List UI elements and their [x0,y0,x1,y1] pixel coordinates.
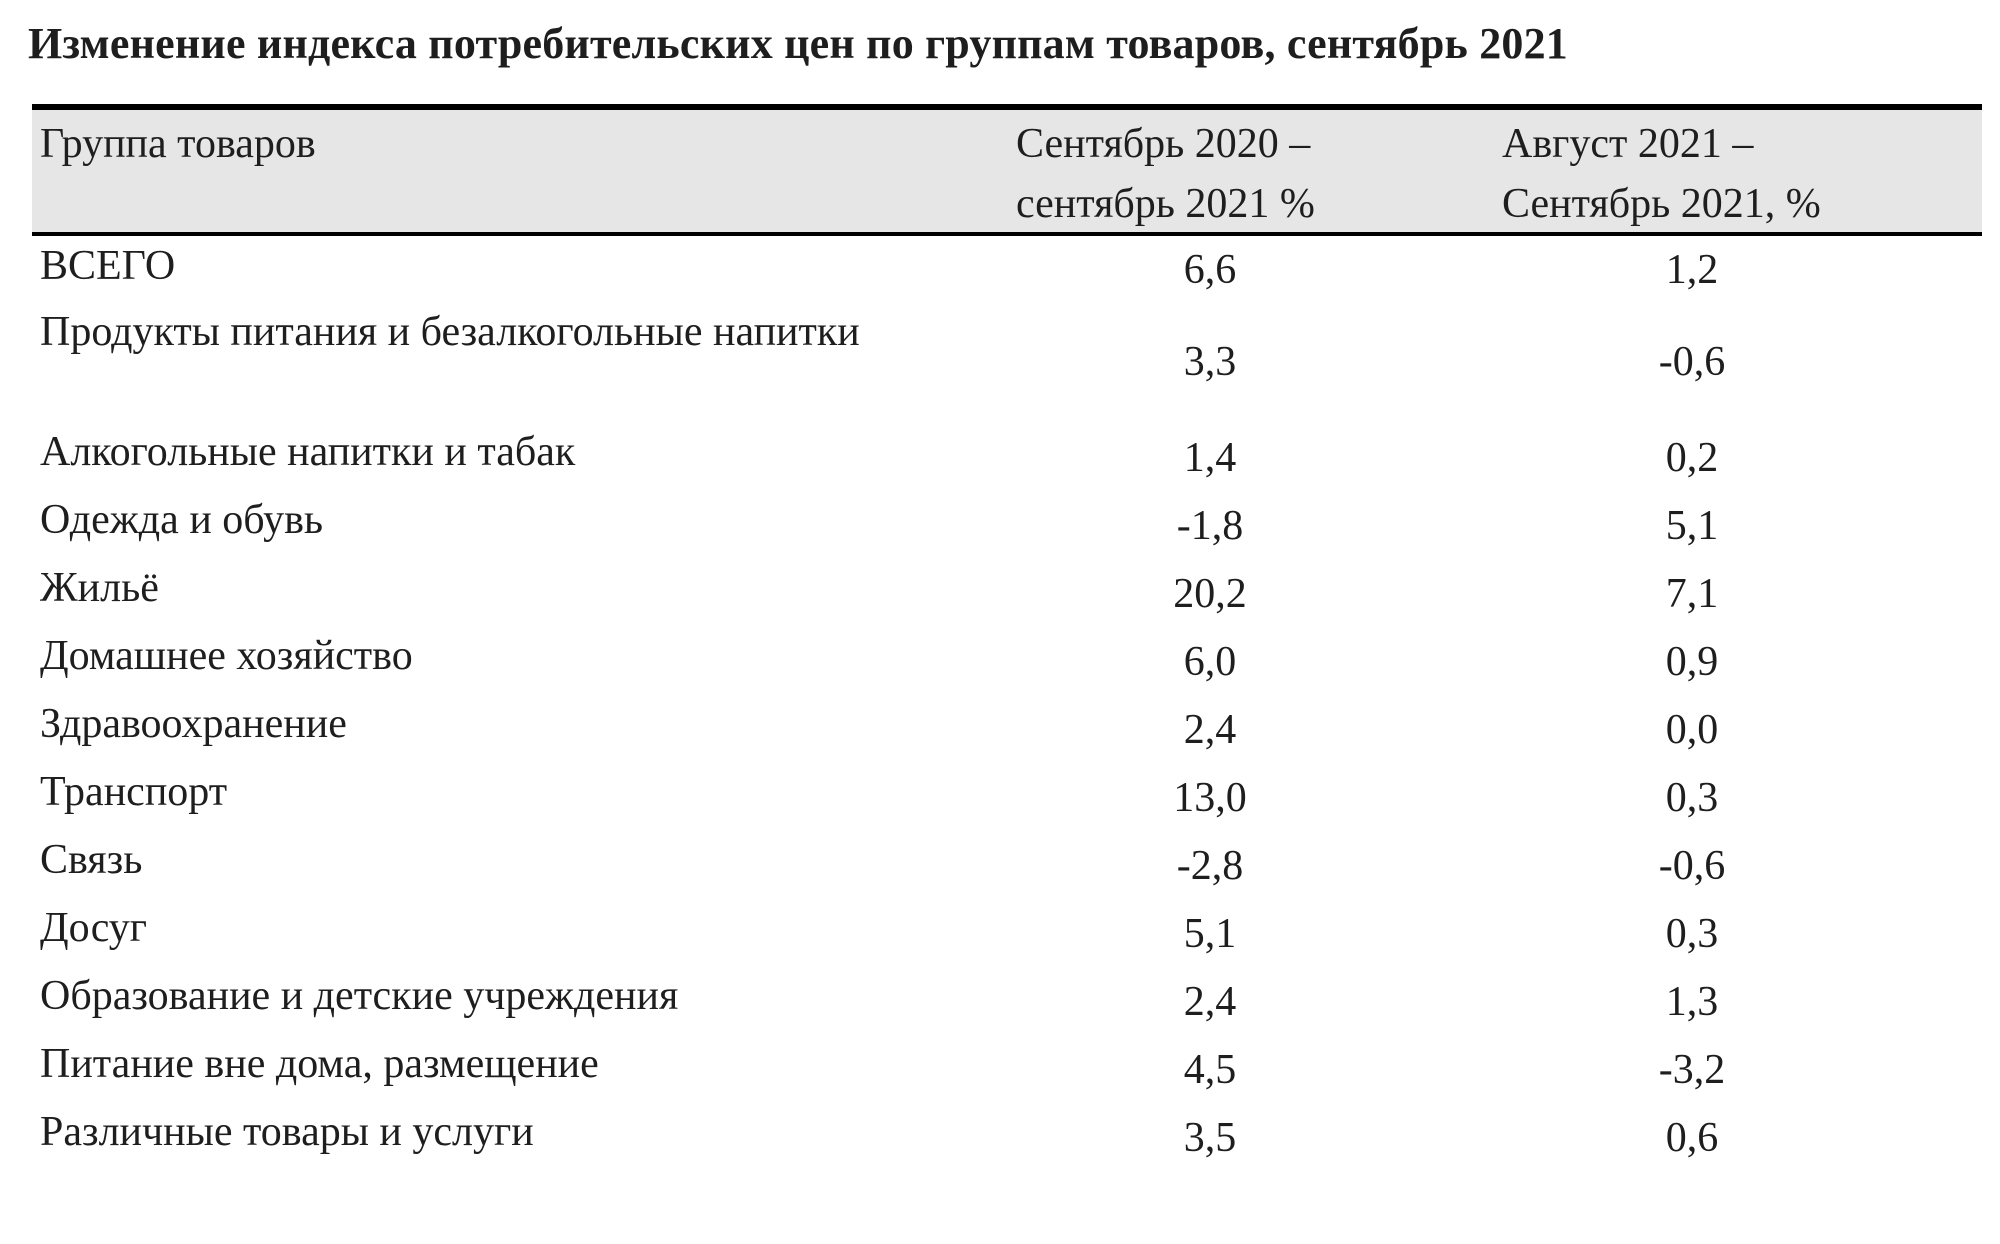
row-yoy: 2,4 [1183,707,1237,753]
table-row [32,694,1982,762]
row-name: Связь [40,837,143,883]
row-mom: 1,3 [1665,979,1719,1025]
row-mom: 0,6 [1665,1115,1719,1161]
header-mom [1502,114,1922,234]
row-mom: 5,1 [1665,503,1719,549]
header-yoy-line1: Сентябрь 2020 – [1016,121,1311,167]
table-row [32,1102,1982,1170]
row-yoy: 13,0 [1173,775,1247,821]
row-mom: -0,6 [1658,339,1726,385]
row-yoy: 3,3 [1183,339,1237,385]
table-row [32,558,1982,626]
row-name: Жильё [40,565,159,611]
table-row [32,1034,1982,1102]
row-mom: 0,0 [1665,707,1719,753]
row-name: Различные товары и услуги [40,1109,534,1155]
row-mom: 1,2 [1665,247,1719,293]
row-yoy: 3,5 [1183,1115,1237,1161]
row-yoy: 1,4 [1183,435,1237,481]
table-row [32,762,1982,830]
row-name: Алкогольные напитки и табак [40,429,576,475]
row-mom: 7,1 [1665,571,1719,617]
row-mom: 0,3 [1665,775,1719,821]
header-group: Группа товаров [40,121,316,167]
row-name: Здравоохранение [40,701,347,747]
row-yoy: 4,5 [1183,1047,1237,1093]
cpi-table [32,104,1982,1170]
row-mom: -0,6 [1658,843,1726,889]
row-name: Досуг [40,905,148,951]
table-row [32,490,1982,558]
row-mom: 0,3 [1665,911,1719,957]
header-mom-line1: Август 2021 – [1502,121,1754,167]
row-name: Продукты питания и безалкогольные напитки [40,309,860,355]
row-mom: 0,9 [1665,639,1719,685]
table-row [32,302,1982,422]
table-row [32,966,1982,1034]
table-row [32,422,1982,490]
row-yoy: -2,8 [1176,843,1244,889]
table-row [32,236,1982,302]
row-name: ВСЕГО [40,243,176,289]
row-name: Домашнее хозяйство [40,633,413,679]
row-yoy: 6,0 [1183,639,1237,685]
row-yoy: 20,2 [1173,571,1247,617]
row-yoy: -1,8 [1176,503,1244,549]
row-yoy: 2,4 [1183,979,1237,1025]
row-name: Транспорт [40,769,228,815]
table-row [32,898,1982,966]
header-mom-line2: Сентябрь 2021, % [1502,181,1821,227]
table-body [32,236,1982,1170]
page-title: Изменение индекса потребительских цен по группам товаров, сентябрь 2021 [28,19,1568,68]
row-yoy: 6,6 [1183,247,1237,293]
row-mom: -3,2 [1658,1047,1726,1093]
header-yoy [1016,114,1436,234]
table-row [32,626,1982,694]
row-mom: 0,2 [1665,435,1719,481]
row-name: Одежда и обувь [40,497,324,543]
row-name: Образование и детские учреждения [40,973,679,1019]
row-name: Питание вне дома, размещение [40,1041,599,1087]
table-row [32,830,1982,898]
table-header [32,110,1982,232]
row-yoy: 5,1 [1183,911,1237,957]
header-yoy-line2: сентябрь 2021 % [1016,181,1315,227]
